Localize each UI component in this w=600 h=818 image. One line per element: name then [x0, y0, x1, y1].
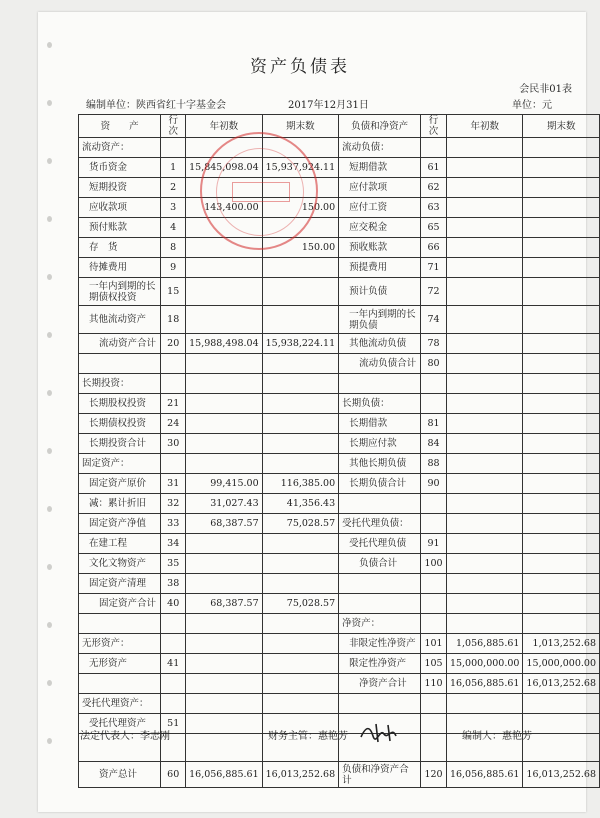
- liability-label: 净资产：: [339, 614, 421, 634]
- closing-balance: [262, 614, 339, 634]
- line-number: [161, 354, 186, 374]
- line-number: 40: [161, 594, 186, 614]
- asset-label: 应收款项: [79, 198, 161, 218]
- closing-balance: [523, 306, 600, 334]
- liability-label: 限定性净资产: [339, 654, 421, 674]
- closing-balance: [523, 534, 600, 554]
- closing-balance: 16,013,252.68: [523, 762, 600, 788]
- closing-balance: [262, 434, 339, 454]
- closing-balance: [523, 278, 600, 306]
- line-number: 65: [421, 218, 447, 238]
- asset-label: 货币资金: [79, 158, 161, 178]
- closing-balance: [523, 594, 600, 614]
- asset-label: 短期投资: [79, 178, 161, 198]
- opening-balance: [446, 374, 523, 394]
- closing-balance: 16,013,252.68: [523, 674, 600, 694]
- binder-hole: [47, 564, 52, 570]
- liability-label: [339, 694, 421, 714]
- line-number: 81: [421, 414, 447, 434]
- binder-hole: [47, 738, 52, 744]
- column-header: 行次: [421, 115, 447, 138]
- line-number: [161, 694, 186, 714]
- line-number: 15: [161, 278, 186, 306]
- binder-hole: [47, 448, 52, 454]
- closing-balance: [523, 258, 600, 278]
- opening-balance: [186, 574, 263, 594]
- closing-balance: [523, 354, 600, 374]
- closing-balance: [262, 258, 339, 278]
- opening-balance: [186, 714, 263, 734]
- asset-label: 减：累计折旧: [79, 494, 161, 514]
- liability-label: 其他流动负债: [339, 334, 421, 354]
- closing-balance: [262, 306, 339, 334]
- opening-balance: 15,000,000.00: [446, 654, 523, 674]
- liability-label: [339, 594, 421, 614]
- opening-balance: [446, 414, 523, 434]
- closing-balance: [262, 634, 339, 654]
- table-row: [79, 634, 600, 654]
- asset-label: 在建工程: [79, 534, 161, 554]
- opening-balance: 99,415.00: [186, 474, 263, 494]
- liability-label: 预提费用: [339, 258, 421, 278]
- asset-label: 存 货: [79, 238, 161, 258]
- table-row: [79, 534, 600, 554]
- asset-label: [79, 614, 161, 634]
- opening-balance: [186, 354, 263, 374]
- table-row: [79, 258, 600, 278]
- liability-label: 受托代理负债：: [339, 514, 421, 534]
- table-row: [79, 238, 600, 258]
- opening-balance: [446, 394, 523, 414]
- opening-balance: 15,988,498.04: [186, 334, 263, 354]
- table-row: [79, 694, 600, 714]
- line-number: 105: [421, 654, 447, 674]
- opening-balance: 16,056,885.61: [446, 674, 523, 694]
- opening-balance: [446, 574, 523, 594]
- closing-balance: [523, 434, 600, 454]
- page-title: 资产负债表: [250, 57, 350, 77]
- closing-balance: [262, 654, 339, 674]
- preparer: 编制人：惠艳芳: [462, 731, 532, 742]
- line-number: 91: [421, 534, 447, 554]
- opening-balance: [186, 306, 263, 334]
- line-number: 8: [161, 238, 186, 258]
- closing-balance: [262, 574, 339, 594]
- closing-balance: 150.00: [262, 238, 339, 258]
- asset-label: 长期债权投资: [79, 414, 161, 434]
- closing-balance: [523, 238, 600, 258]
- line-number: 74: [421, 306, 447, 334]
- asset-label: 长期股权投资: [79, 394, 161, 414]
- line-number: 9: [161, 258, 186, 278]
- asset-label: 资产总计: [79, 762, 161, 788]
- line-number: [161, 374, 186, 394]
- opening-balance: 31,027.43: [186, 494, 263, 514]
- asset-label: 无形资产：: [79, 634, 161, 654]
- table-row: [79, 494, 600, 514]
- line-number: [161, 454, 186, 474]
- closing-balance: [523, 178, 600, 198]
- closing-balance: [523, 454, 600, 474]
- closing-balance: 75,028.57: [262, 514, 339, 534]
- closing-balance: [262, 374, 339, 394]
- line-number: 20: [161, 334, 186, 354]
- closing-balance: 150.00: [262, 198, 339, 218]
- line-number: 33: [161, 514, 186, 534]
- opening-balance: [446, 534, 523, 554]
- binder-hole: [47, 622, 52, 628]
- closing-balance: [523, 494, 600, 514]
- table-row: [79, 138, 600, 158]
- line-number: 71: [421, 258, 447, 278]
- liability-label: 长期借款: [339, 414, 421, 434]
- closing-balance: [523, 374, 600, 394]
- closing-balance: [262, 278, 339, 306]
- closing-balance: [523, 334, 600, 354]
- line-number: 62: [421, 178, 447, 198]
- opening-balance: [446, 454, 523, 474]
- line-number: [161, 674, 186, 694]
- opening-balance: [186, 374, 263, 394]
- asset-label: 待摊费用: [79, 258, 161, 278]
- opening-balance: [186, 258, 263, 278]
- table-row: [79, 762, 600, 788]
- opening-balance: 68,387.57: [186, 594, 263, 614]
- closing-balance: [523, 474, 600, 494]
- table-row: [79, 554, 600, 574]
- asset-label: 其他流动资产: [79, 306, 161, 334]
- closing-balance: [523, 158, 600, 178]
- line-number: 30: [161, 434, 186, 454]
- line-number: 61: [421, 158, 447, 178]
- asset-label: 受托代理资产: [79, 714, 161, 734]
- table-row: [79, 454, 600, 474]
- closing-balance: [523, 514, 600, 534]
- currency-unit: 单位：元: [512, 100, 552, 111]
- opening-balance: [446, 278, 523, 306]
- closing-balance: [523, 574, 600, 594]
- binder-hole: [47, 216, 52, 222]
- asset-label: 预付账款: [79, 218, 161, 238]
- opening-balance: [446, 354, 523, 374]
- asset-label: 固定资产清理: [79, 574, 161, 594]
- binder-hole: [47, 274, 52, 280]
- asset-label: 受托代理资产：: [79, 694, 161, 714]
- closing-balance: 1,013,252.68: [523, 634, 600, 654]
- opening-balance: [446, 218, 523, 238]
- liability-label: 流动负债：: [339, 138, 421, 158]
- liability-label: 应付工资: [339, 198, 421, 218]
- line-number: 72: [421, 278, 447, 306]
- asset-label: 长期投资合计: [79, 434, 161, 454]
- finance-head: 财务主管：惠艳芳: [268, 731, 348, 742]
- line-number: [421, 734, 447, 762]
- asset-label: 流动资产合计: [79, 334, 161, 354]
- opening-balance: 16,056,885.61: [446, 762, 523, 788]
- line-number: 34: [161, 534, 186, 554]
- closing-balance: 15,937,924.11: [262, 158, 339, 178]
- line-number: 38: [161, 574, 186, 594]
- opening-balance: [446, 474, 523, 494]
- table-row: [79, 158, 600, 178]
- opening-balance: [446, 494, 523, 514]
- closing-balance: 15,938,224.11: [262, 334, 339, 354]
- opening-balance: [446, 306, 523, 334]
- line-number: 41: [161, 654, 186, 674]
- asset-label: [79, 674, 161, 694]
- table-row: [79, 514, 600, 534]
- table-row: [79, 178, 600, 198]
- table-row: [79, 434, 600, 454]
- balance-sheet-table: [78, 114, 600, 788]
- opening-balance: [446, 554, 523, 574]
- asset-label: 固定资产净值: [79, 514, 161, 534]
- line-number: 4: [161, 218, 186, 238]
- report-date: 2017年12月31日: [288, 100, 369, 111]
- closing-balance: [523, 394, 600, 414]
- column-header: 行次: [161, 115, 186, 138]
- line-number: 101: [421, 634, 447, 654]
- line-number: 1: [161, 158, 186, 178]
- asset-label: 文化文物资产: [79, 554, 161, 574]
- opening-balance: [186, 394, 263, 414]
- opening-balance: [186, 454, 263, 474]
- table-row: [79, 614, 600, 634]
- asset-label: 固定资产合计: [79, 594, 161, 614]
- asset-label: 固定资产：: [79, 454, 161, 474]
- line-number: 21: [161, 394, 186, 414]
- opening-balance: [186, 434, 263, 454]
- line-number: 110: [421, 674, 447, 694]
- opening-balance: [446, 258, 523, 278]
- closing-balance: [523, 414, 600, 434]
- table-row: [79, 674, 600, 694]
- table-row: [79, 394, 600, 414]
- liability-label: 长期负债合计: [339, 474, 421, 494]
- liability-label: 非限定性净资产: [339, 634, 421, 654]
- line-number: [161, 614, 186, 634]
- line-number: 32: [161, 494, 186, 514]
- line-number: 3: [161, 198, 186, 218]
- opening-balance: [186, 534, 263, 554]
- line-number: 31: [161, 474, 186, 494]
- opening-balance: [186, 674, 263, 694]
- asset-label: [79, 354, 161, 374]
- liability-label: 净资产合计: [339, 674, 421, 694]
- opening-balance: 1,056,885.61: [446, 634, 523, 654]
- opening-balance: [186, 654, 263, 674]
- opening-balance: [446, 334, 523, 354]
- column-header: 年初数: [446, 115, 523, 138]
- closing-balance: [262, 554, 339, 574]
- liability-label: 流动负债合计: [339, 354, 421, 374]
- line-number: 78: [421, 334, 447, 354]
- liability-label: 负债和净资产合计: [339, 762, 421, 788]
- closing-balance: [523, 218, 600, 238]
- opening-balance: [186, 694, 263, 714]
- line-number: 24: [161, 414, 186, 434]
- preparing-unit: 编制单位：陕西省红十字基金会: [86, 100, 226, 111]
- legal-representative: 法定代表人：李志刚: [80, 731, 170, 742]
- closing-balance: [523, 734, 600, 762]
- closing-balance: [523, 614, 600, 634]
- closing-balance: 16,013,252.68: [262, 762, 339, 788]
- binder-hole: [47, 506, 52, 512]
- opening-balance: [446, 158, 523, 178]
- liability-label: 预计负债: [339, 278, 421, 306]
- line-number: [421, 614, 447, 634]
- opening-balance: [446, 238, 523, 258]
- closing-balance: [523, 198, 600, 218]
- line-number: 66: [421, 238, 447, 258]
- asset-label: 固定资产原价: [79, 474, 161, 494]
- line-number: [421, 394, 447, 414]
- table-row: [79, 594, 600, 614]
- table-row: [79, 574, 600, 594]
- liability-label: 长期负债：: [339, 394, 421, 414]
- line-number: [161, 138, 186, 158]
- table-row: [79, 374, 600, 394]
- opening-balance: [186, 634, 263, 654]
- line-number: 35: [161, 554, 186, 574]
- table-row: [79, 654, 600, 674]
- red-seal-stamp: [200, 132, 318, 250]
- binder-hole: [47, 332, 52, 338]
- closing-balance: [262, 534, 339, 554]
- line-number: [421, 494, 447, 514]
- opening-balance: [446, 594, 523, 614]
- line-number: [421, 138, 447, 158]
- column-header: 负债和净资产: [339, 115, 421, 138]
- opening-balance: [446, 138, 523, 158]
- closing-balance: 75,028.57: [262, 594, 339, 614]
- liability-label: [339, 574, 421, 594]
- line-number: 60: [161, 762, 186, 788]
- line-number: 120: [421, 762, 447, 788]
- opening-balance: 16,056,885.61: [186, 762, 263, 788]
- closing-balance: [262, 694, 339, 714]
- line-number: [421, 714, 447, 734]
- line-number: 88: [421, 454, 447, 474]
- asset-label: 无形资产: [79, 654, 161, 674]
- opening-balance: [446, 514, 523, 534]
- opening-balance: [446, 178, 523, 198]
- liability-label: 短期借款: [339, 158, 421, 178]
- liability-label: [339, 494, 421, 514]
- liability-label: 负债合计: [339, 554, 421, 574]
- opening-balance: [186, 414, 263, 434]
- line-number: 84: [421, 434, 447, 454]
- table-row: [79, 474, 600, 494]
- line-number: 80: [421, 354, 447, 374]
- table-row: [79, 354, 600, 374]
- line-number: [161, 634, 186, 654]
- liability-label: 预收账款: [339, 238, 421, 258]
- line-number: [421, 374, 447, 394]
- table-row: [79, 218, 600, 238]
- opening-balance: [446, 198, 523, 218]
- line-number: 2: [161, 178, 186, 198]
- binder-hole: [47, 390, 52, 396]
- line-number: [421, 594, 447, 614]
- table-header-row: [79, 115, 600, 138]
- form-code: 会民非01表: [519, 84, 572, 95]
- binder-hole: [47, 42, 52, 48]
- line-number: 63: [421, 198, 447, 218]
- closing-balance: [523, 138, 600, 158]
- asset-label: 一年内到期的长期债权投资: [79, 278, 161, 306]
- binder-hole: [47, 680, 52, 686]
- opening-balance: [446, 434, 523, 454]
- table-row: [79, 414, 600, 434]
- closing-balance: 116,385.00: [262, 474, 339, 494]
- opening-balance: [446, 614, 523, 634]
- line-number: [421, 694, 447, 714]
- closing-balance: [262, 354, 339, 374]
- liability-label: 其他长期负债: [339, 454, 421, 474]
- closing-balance: 41,356.43: [262, 494, 339, 514]
- liability-label: 应交税金: [339, 218, 421, 238]
- column-header: 年初数: [186, 115, 263, 138]
- table-row: [79, 198, 600, 218]
- liability-label: [339, 374, 421, 394]
- liability-label: 应付款项: [339, 178, 421, 198]
- line-number: 100: [421, 554, 447, 574]
- asset-label: 流动资产：: [79, 138, 161, 158]
- opening-balance: 15,845,098.04: [186, 158, 263, 178]
- line-number: 18: [161, 306, 186, 334]
- liability-label: 一年内到期的长期负债: [339, 306, 421, 334]
- column-header: 资 产: [79, 115, 161, 138]
- binder-hole: [47, 158, 52, 164]
- closing-balance: 15,000,000.00: [523, 654, 600, 674]
- opening-balance: [186, 734, 263, 762]
- opening-balance: [186, 554, 263, 574]
- opening-balance: [446, 694, 523, 714]
- opening-balance: 68,387.57: [186, 514, 263, 534]
- table-row: [79, 334, 600, 354]
- binder-hole: [47, 100, 52, 106]
- closing-balance: [523, 554, 600, 574]
- table-row: [79, 306, 600, 334]
- closing-balance: [262, 454, 339, 474]
- closing-balance: [262, 414, 339, 434]
- line-number: [421, 574, 447, 594]
- line-number: 90: [421, 474, 447, 494]
- closing-balance: [523, 694, 600, 714]
- column-header: 期末数: [523, 115, 600, 138]
- liability-label: 长期应付款: [339, 434, 421, 454]
- opening-balance: [186, 614, 263, 634]
- column-header: 期末数: [262, 115, 339, 138]
- handwritten-signature: [358, 722, 404, 744]
- closing-balance: [262, 674, 339, 694]
- table-row: [79, 278, 600, 306]
- liability-label: 受托代理负债: [339, 534, 421, 554]
- opening-balance: [186, 278, 263, 306]
- opening-balance: 143,400.00: [186, 198, 263, 218]
- closing-balance: [262, 394, 339, 414]
- line-number: 51: [161, 714, 186, 734]
- closing-balance: [523, 714, 600, 734]
- line-number: [421, 514, 447, 534]
- asset-label: 长期投资：: [79, 374, 161, 394]
